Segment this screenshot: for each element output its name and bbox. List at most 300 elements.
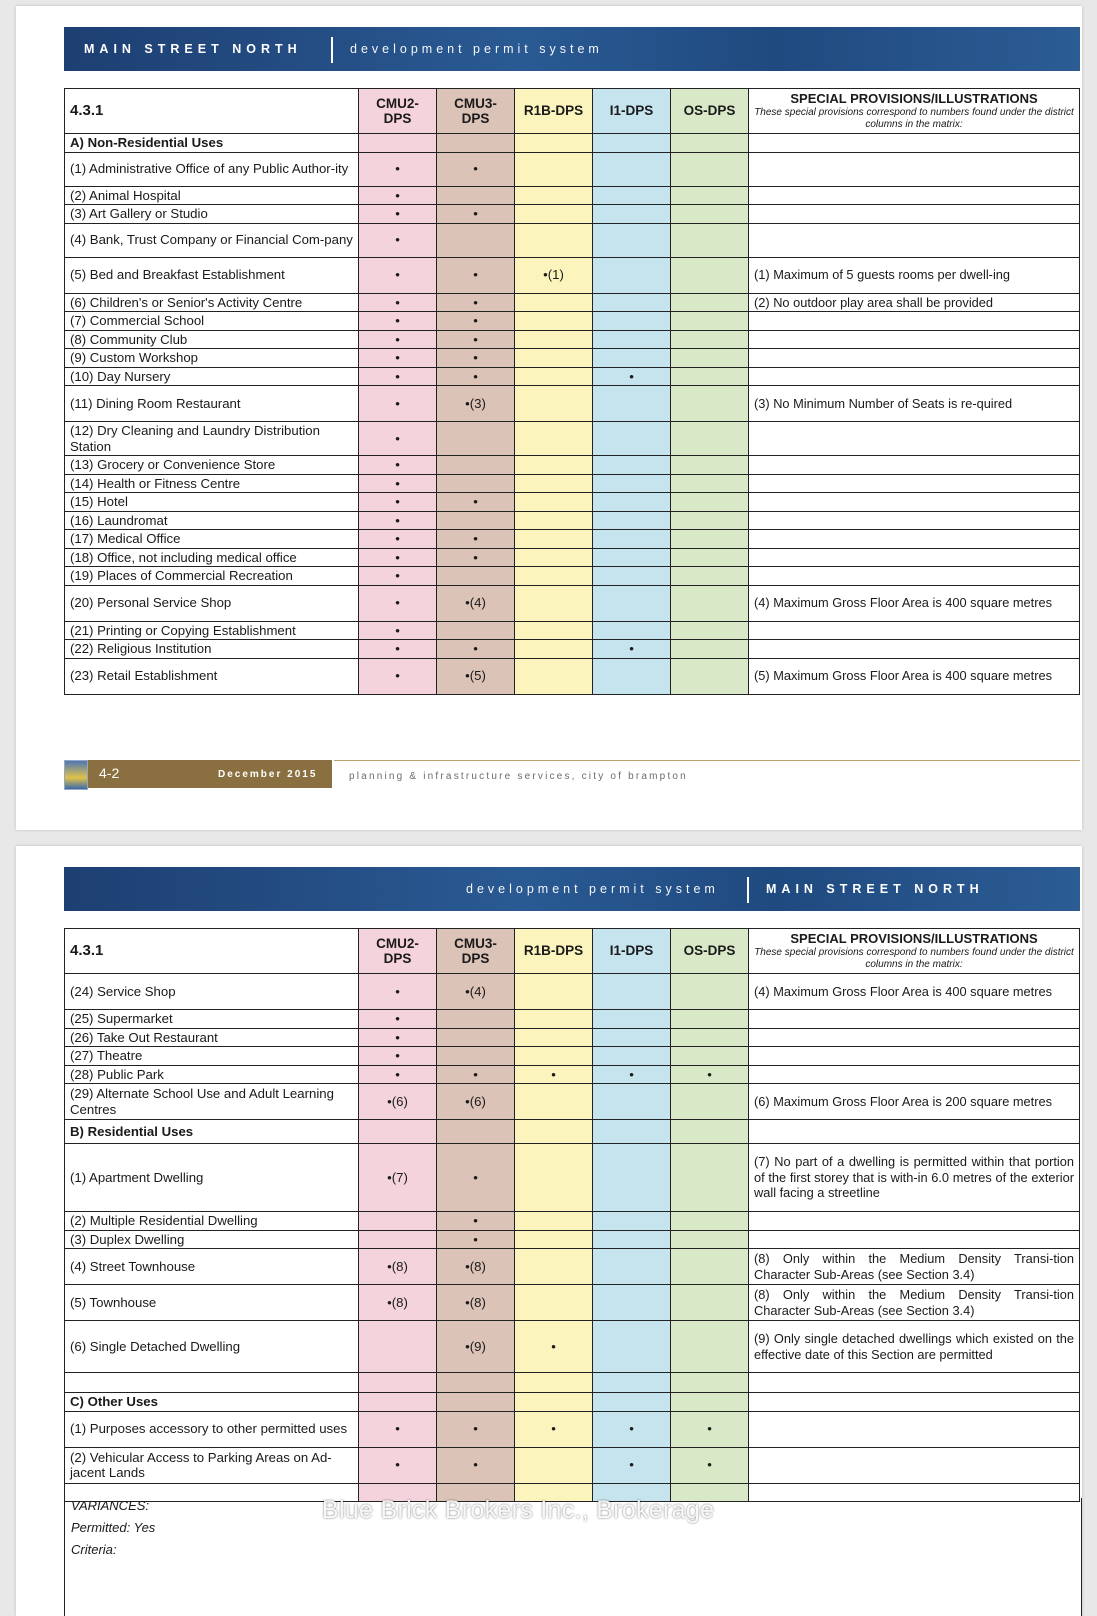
section-heading: A) Non-Residential Uses [65,134,359,153]
column-header-i1: I1-DPS [593,929,671,974]
use-name: (3) Duplex Dwelling [65,1230,359,1249]
brokerage-watermark: Blue Brick Brokers Inc., Brokerage [322,1496,715,1524]
permission-cell-r1b [515,1010,593,1029]
use-name: (13) Grocery or Convenience Store [65,456,359,475]
permission-cell-r1b [515,621,593,640]
permission-cell-cmu3: • [437,548,515,567]
permission-cell-i1 [593,186,671,205]
permission-cell-os [671,152,749,186]
use-name: (28) Public Park [65,1065,359,1084]
provisions-title: SPECIAL PROVISIONS/ILLUSTRATIONS [790,931,1038,947]
permission-cell-cmu2 [359,1393,437,1412]
permission-cell-cmu3 [437,456,515,475]
permission-cell-cmu2: • [359,312,437,331]
permission-cell-i1 [593,349,671,368]
use-name: (4) Bank, Trust Company or Financial Com-pany [65,223,359,257]
permission-cell-i1 [593,1285,671,1321]
use-name: (1) Apartment Dwelling [65,1144,359,1212]
table-row [65,1285,1080,1321]
special-provision [749,511,1080,530]
special-provision [749,1373,1080,1393]
use-name [65,1373,359,1393]
permission-cell-cmu2: • [359,511,437,530]
special-provision: (6) Maximum Gross Floor Area is 200 square metres [749,1084,1080,1120]
permission-cell-i1 [593,1047,671,1066]
use-name: (25) Supermarket [65,1010,359,1029]
permission-cell-i1 [593,567,671,586]
permission-cell-cmu3: • [437,330,515,349]
permission-cell-cmu2: • [359,1047,437,1066]
permission-cell-cmu3 [437,567,515,586]
permission-cell-cmu3: • [437,1411,515,1447]
permission-cell-cmu2 [359,1230,437,1249]
special-provision [749,456,1080,475]
special-provision [749,134,1080,153]
permission-cell-i1: • [593,367,671,386]
permission-cell-os [671,1144,749,1212]
permission-cell-cmu3 [437,223,515,257]
permission-cell-r1b [515,658,593,694]
permission-cell-r1b [515,386,593,422]
table-row [65,367,1080,386]
permission-cell-cmu3: •(5) [437,658,515,694]
footer-rule [334,760,1080,761]
variances-permitted: Permitted: Yes [71,1520,156,1535]
footer-date: December 2015 [218,769,318,780]
use-name: (18) Office, not including medical office [65,548,359,567]
permission-cell-cmu3 [437,511,515,530]
permission-cell-r1b: • [515,1411,593,1447]
permission-cell-cmu3: • [437,640,515,659]
special-provision: (4) Maximum Gross Floor Area is 400 square metres [749,974,1080,1010]
permission-cell-os [671,312,749,331]
table-row [65,1028,1080,1047]
permission-cell-i1 [593,1120,671,1144]
special-provision: (2) No outdoor play area shall be provided [749,293,1080,312]
special-provision [749,152,1080,186]
table-row [65,205,1080,224]
permission-cell-i1 [593,1084,671,1120]
special-provision [749,567,1080,586]
permission-cell-i1 [593,223,671,257]
permission-cell-cmu2: • [359,1447,437,1483]
permission-cell-os [671,640,749,659]
permission-cell-r1b [515,223,593,257]
use-name: (29) Alternate School Use and Adult Learning Centres [65,1084,359,1120]
use-name: (2) Multiple Residential Dwelling [65,1212,359,1231]
permission-cell-os [671,658,749,694]
use-name: (27) Theatre [65,1047,359,1066]
permission-cell-cmu2 [359,1321,437,1373]
permission-cell-cmu3 [437,474,515,493]
variances-criteria: Criteria: [71,1542,117,1557]
section-heading: C) Other Uses [65,1393,359,1412]
column-header-cmu2: CMU2-DPS [359,929,437,974]
table-row [65,1373,1080,1393]
permission-cell-cmu2: • [359,640,437,659]
permission-cell-os [671,186,749,205]
table-row [65,493,1080,512]
banner-subtitle: development permit system [350,42,603,56]
permitted-uses-matrix [64,928,1080,1502]
permission-cell-r1b [515,530,593,549]
permission-cell-cmu2 [359,134,437,153]
column-header-os: OS-DPS [671,929,749,974]
column-header-provisions [749,89,1080,134]
table-row [65,456,1080,475]
table-row [65,1249,1080,1285]
special-provision [749,1010,1080,1029]
permission-cell-i1 [593,386,671,422]
matrix-body [65,974,1080,1502]
permission-cell-r1b [515,134,593,153]
permission-cell-i1 [593,152,671,186]
table-row [65,511,1080,530]
permission-cell-r1b [515,456,593,475]
permission-cell-os [671,1084,749,1120]
permission-cell-cmu3: • [437,493,515,512]
use-name: (20) Personal Service Shop [65,585,359,621]
permission-cell-cmu2: • [359,205,437,224]
permission-cell-r1b [515,293,593,312]
permission-cell-cmu3: •(4) [437,974,515,1010]
document-page-2 [16,846,1082,1616]
table-row [65,257,1080,293]
permission-cell-os [671,367,749,386]
page-footer [64,758,1080,792]
footer-page-bar [88,760,332,788]
special-provision [749,1230,1080,1249]
special-provision [749,1047,1080,1066]
table-row [65,1411,1080,1447]
permission-cell-r1b [515,1120,593,1144]
provisions-subtitle: These special provisions correspond to numbers found under the district columns in the matrix: [754,946,1074,970]
permission-cell-i1 [593,1230,671,1249]
permission-cell-i1 [593,530,671,549]
special-provision [749,1120,1080,1144]
permission-cell-r1b [515,367,593,386]
permission-cell-r1b [515,1047,593,1066]
permission-cell-os: • [671,1065,749,1084]
table-row [65,386,1080,422]
banner-divider [747,877,749,903]
section-heading-row [65,134,1080,153]
special-provision [749,548,1080,567]
city-crest-icon [64,760,88,790]
special-provision [749,312,1080,331]
permission-cell-cmu3: • [437,1212,515,1231]
permission-cell-os [671,422,749,456]
table-row [65,1230,1080,1249]
permission-cell-cmu2: • [359,1065,437,1084]
use-name: (1) Administrative Office of any Public Author-ity [65,152,359,186]
permission-cell-os [671,1010,749,1029]
permission-cell-os [671,293,749,312]
use-name: (24) Service Shop [65,974,359,1010]
permission-cell-os [671,621,749,640]
special-provision [749,330,1080,349]
permission-cell-cmu2 [359,1373,437,1393]
use-name: (19) Places of Commercial Recreation [65,567,359,586]
page-banner [64,27,1080,71]
permission-cell-cmu2: • [359,223,437,257]
permission-cell-cmu2: • [359,386,437,422]
permission-cell-cmu3: • [437,1230,515,1249]
permission-cell-r1b [515,974,593,1010]
permission-cell-cmu2: • [359,422,437,456]
permission-cell-cmu2: • [359,621,437,640]
permission-cell-cmu3: • [437,349,515,368]
permission-cell-cmu3: •(9) [437,1321,515,1373]
special-provision [749,530,1080,549]
use-name: (22) Religious Institution [65,640,359,659]
use-name: (5) Bed and Breakfast Establishment [65,257,359,293]
use-name: (17) Medical Office [65,530,359,549]
permission-cell-cmu3: •(4) [437,585,515,621]
permission-cell-os [671,1249,749,1285]
permission-cell-r1b [515,585,593,621]
permission-cell-os [671,1230,749,1249]
permission-cell-cmu2: • [359,548,437,567]
use-name: (7) Commercial School [65,312,359,331]
matrix-body [65,134,1080,695]
permission-cell-os [671,567,749,586]
permission-cell-i1 [593,257,671,293]
permission-cell-cmu3: •(3) [437,386,515,422]
column-header-cmu3: CMU3-DPS [437,929,515,974]
permission-cell-r1b [515,349,593,368]
permission-cell-cmu2: • [359,152,437,186]
matrix-header-row [65,929,1080,974]
permission-cell-r1b [515,1393,593,1412]
use-name: (11) Dining Room Restaurant [65,386,359,422]
use-name: (15) Hotel [65,493,359,512]
section-heading: B) Residential Uses [65,1120,359,1144]
permission-cell-os [671,1321,749,1373]
permission-cell-r1b [515,511,593,530]
table-row [65,1212,1080,1231]
use-name: (8) Community Club [65,330,359,349]
special-provision [749,493,1080,512]
table-row [65,1047,1080,1066]
permission-cell-cmu2: •(7) [359,1144,437,1212]
permission-cell-cmu2: • [359,974,437,1010]
special-provision [749,474,1080,493]
permission-cell-cmu2: • [359,474,437,493]
special-provision: (7) No part of a dwelling is permitted within that portion of the first storey that is with-in 6.0 metres of the exterior wall facing a streetline [749,1144,1080,1212]
permission-cell-cmu3: • [437,1144,515,1212]
use-name: (12) Dry Cleaning and Laundry Distribution Station [65,422,359,456]
permission-cell-r1b [515,1447,593,1483]
permission-cell-cmu2: • [359,585,437,621]
column-header-i1: I1-DPS [593,89,671,134]
permission-cell-os [671,456,749,475]
special-provision [749,223,1080,257]
permission-cell-os [671,134,749,153]
permission-cell-i1 [593,974,671,1010]
permission-cell-i1 [593,658,671,694]
table-row [65,223,1080,257]
permission-cell-cmu3 [437,186,515,205]
permission-cell-r1b [515,548,593,567]
special-provision [749,621,1080,640]
permission-cell-os [671,493,749,512]
permission-cell-os [671,257,749,293]
permission-cell-i1: • [593,1411,671,1447]
permission-cell-cmu2: • [359,257,437,293]
banner-title: MAIN STREET NORTH [84,42,302,56]
permission-cell-r1b [515,640,593,659]
special-provision [749,1411,1080,1447]
use-name: (26) Take Out Restaurant [65,1028,359,1047]
special-provision [749,1028,1080,1047]
permission-cell-r1b [515,1144,593,1212]
permission-cell-os [671,386,749,422]
permission-cell-cmu2: • [359,456,437,475]
special-provision [749,1447,1080,1483]
permission-cell-cmu3: •(6) [437,1084,515,1120]
permission-cell-i1 [593,1144,671,1212]
section-heading-row [65,1120,1080,1144]
permission-cell-r1b [515,1028,593,1047]
permission-cell-cmu2: • [359,1010,437,1029]
permission-cell-i1 [593,511,671,530]
table-row [65,1084,1080,1120]
permission-cell-cmu3 [437,1028,515,1047]
permission-cell-cmu3: • [437,312,515,331]
permission-cell-i1 [593,1249,671,1285]
table-row [65,1447,1080,1483]
use-name: (16) Laundromat [65,511,359,530]
column-header-os: OS-DPS [671,89,749,134]
permission-cell-i1 [593,1393,671,1412]
permission-cell-cmu3: • [437,530,515,549]
special-provision [749,422,1080,456]
permission-cell-i1 [593,585,671,621]
permission-cell-os [671,585,749,621]
special-provision [749,640,1080,659]
permission-cell-cmu3: • [437,205,515,224]
permission-cell-r1b [515,186,593,205]
variances-label: VARIANCES: [71,1498,150,1513]
permission-cell-cmu3 [437,1393,515,1412]
permission-cell-cmu3: •(8) [437,1249,515,1285]
permission-cell-r1b [515,312,593,331]
permission-cell-i1 [593,1321,671,1373]
use-name: (6) Children's or Senior's Activity Centre [65,293,359,312]
use-name: (1) Purposes accessory to other permitted uses [65,1411,359,1447]
permission-cell-os [671,205,749,224]
table-row [65,422,1080,456]
permission-cell-cmu3: • [437,152,515,186]
table-row [65,474,1080,493]
permission-cell-r1b [515,152,593,186]
table-row [65,349,1080,368]
permission-cell-r1b [515,205,593,224]
permission-cell-os [671,1047,749,1066]
special-provision [749,1212,1080,1231]
permission-cell-r1b [515,567,593,586]
permission-cell-os [671,349,749,368]
permission-cell-os [671,1212,749,1231]
permission-cell-cmu3 [437,1120,515,1144]
permission-cell-cmu3: •(8) [437,1285,515,1321]
permission-cell-r1b [515,422,593,456]
special-provision: (3) No Minimum Number of Seats is re-quired [749,386,1080,422]
permission-cell-i1 [593,548,671,567]
permission-cell-i1 [593,293,671,312]
table-row [65,621,1080,640]
permission-cell-r1b [515,1249,593,1285]
table-row [65,640,1080,659]
permission-cell-cmu2: • [359,186,437,205]
permission-cell-cmu2: • [359,367,437,386]
permission-cell-cmu2: •(8) [359,1249,437,1285]
permission-cell-i1 [593,312,671,331]
permission-cell-os [671,474,749,493]
permission-cell-i1 [593,330,671,349]
permission-cell-cmu2: • [359,567,437,586]
table-row [65,293,1080,312]
special-provision: (4) Maximum Gross Floor Area is 400 square metres [749,585,1080,621]
use-name: (23) Retail Establishment [65,658,359,694]
table-row [65,658,1080,694]
permission-cell-cmu3: • [437,367,515,386]
special-provision: (8) Only within the Medium Density Transi-tion Character Sub-Areas (see Section 3.4) [749,1249,1080,1285]
permission-cell-i1 [593,422,671,456]
permission-cell-os: • [671,1411,749,1447]
permission-cell-cmu2: • [359,330,437,349]
permission-cell-i1 [593,1373,671,1393]
use-name: (9) Custom Workshop [65,349,359,368]
permission-cell-cmu2: • [359,1028,437,1047]
provisions-title: SPECIAL PROVISIONS/ILLUSTRATIONS [790,91,1038,107]
section-number: 4.3.1 [65,929,359,974]
permission-cell-r1b [515,1084,593,1120]
permission-cell-cmu2 [359,1212,437,1231]
permission-cell-os [671,530,749,549]
permission-cell-cmu2 [359,1120,437,1144]
table-row [65,330,1080,349]
permission-cell-cmu2: • [359,658,437,694]
special-provision: (1) Maximum of 5 guests rooms per dwell-ing [749,257,1080,293]
use-name: (2) Animal Hospital [65,186,359,205]
permission-cell-os [671,1393,749,1412]
permission-cell-cmu3 [437,422,515,456]
permission-cell-os [671,330,749,349]
use-name: (10) Day Nursery [65,367,359,386]
special-provision: (9) Only single detached dwellings which existed on the effective date of this Section are permitted [749,1321,1080,1373]
column-header-cmu3: CMU3-DPS [437,89,515,134]
table-row [65,152,1080,186]
banner-title: MAIN STREET NORTH [766,882,984,896]
special-provision [749,367,1080,386]
special-provision [749,186,1080,205]
permission-cell-os [671,974,749,1010]
use-name: (2) Vehicular Access to Parking Areas on Ad-jacent Lands [65,1447,359,1483]
table-row [65,548,1080,567]
provisions-subtitle: These special provisions correspond to numbers found under the district columns in the matrix: [754,106,1074,130]
special-provision [749,1393,1080,1412]
permission-cell-os [671,223,749,257]
permission-cell-os [671,1373,749,1393]
use-name: (21) Printing or Copying Establishment [65,621,359,640]
special-provision: (8) Only within the Medium Density Transi-tion Character Sub-Areas (see Section 3.4) [749,1285,1080,1321]
permission-cell-cmu2: • [359,530,437,549]
permission-cell-cmu2: • [359,349,437,368]
permission-cell-i1 [593,474,671,493]
use-name: (6) Single Detached Dwelling [65,1321,359,1373]
